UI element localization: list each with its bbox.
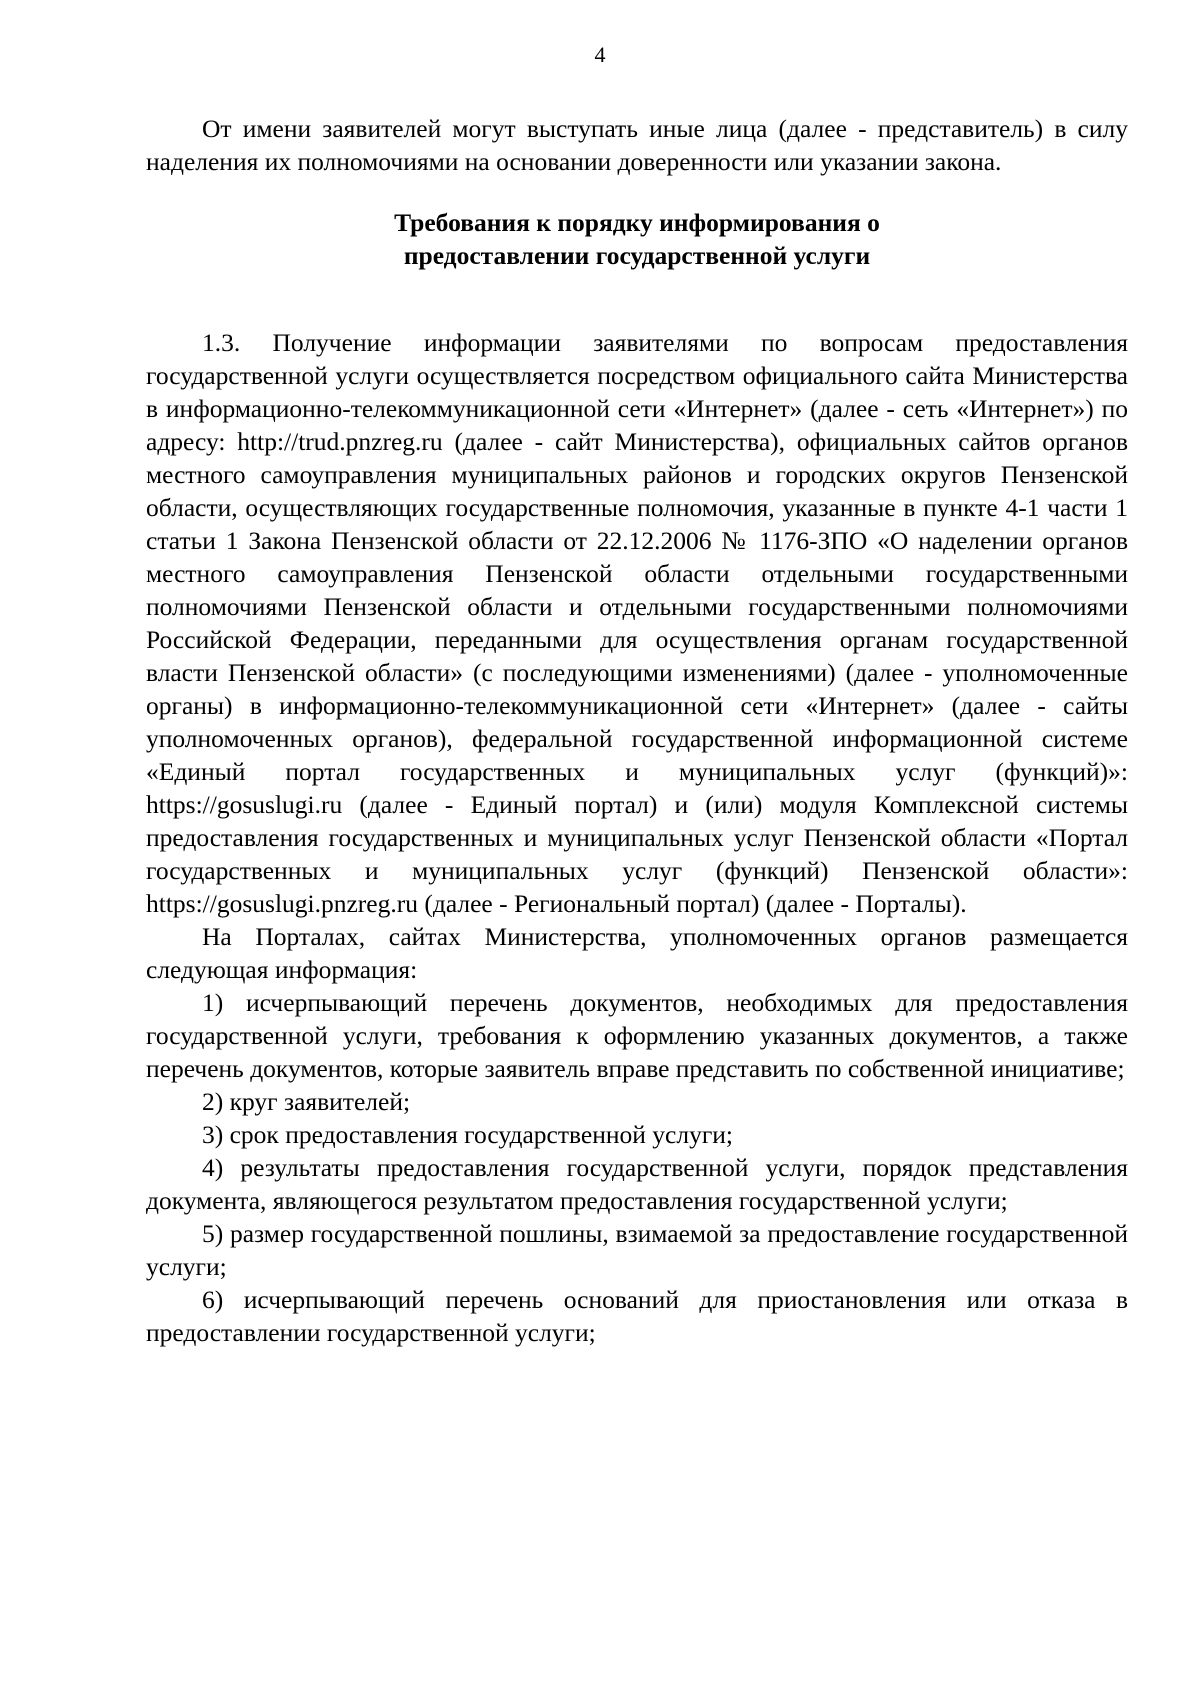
paragraph-1-3: 1.3. Получение информации заявителями по вопросам предоставления государственной услуги осуществляется посредством официального сайта Министерства в информационно-телекоммуникационной сети «Интернет» (далее - сеть «Интернет») по адресу: http://trud.pnzreg.ru (далее - сайт Министерства), официальных сайтов органов местного самоуправления муниципальных районов и городских округов Пензенской области, осуществляющих государственные полномочия, указанные в пункте 4-1 части 1 статьи 1 Закона Пензенской области от 22.12.2006 № 1176-ЗПО «О наделении органов местного самоуправления Пензенской области отдельными государственными полномочиями Пензенской области и отдельными государственными полномочиями Российской Федерации, переданными для осуществления органам государственной власти Пензенской области» (с последующими изменениями) (далее - уполномоченные органы) в информационно-телекоммуникационной сети «Интернет» (далее - сайты уполномоченных органов), федеральной государственной информационной системе «Единый портал государственных и муниципальных услуг (функций)»: https://gosuslugi.ru (далее - Единый портал) и (или) модуля Комплексной системы предоставления государственных и муниципальных услуг Пензенской области «Портал государственных и муниципальных услуг (функций) Пензенской области»: https://gosuslugi.pnzreg.ru (далее - Региональный портал) (далее - Порталы). <box>146 328 1128 918</box>
paragraph-info-list-intro: На Порталах, сайтах Министерства, уполномоченных органов размещается следующая информация: <box>146 922 1128 984</box>
spacer <box>146 272 1128 326</box>
list-item-5: 5) размер государственной пошлины, взимаемой за предоставление государственной услуги; <box>146 1219 1128 1281</box>
list-item-1: 1) исчерпывающий перечень документов, необходимых для предоставления государственной услуги, требования к оформлению указанных документов, а также перечень документов, которые заявитель вправе представить по собственной инициативе; <box>146 988 1128 1083</box>
section-heading-line-2: предоставлении государственной услуги <box>403 241 871 270</box>
intro-paragraph: От имени заявителей могут выступать иные лица (далее - представитель) в силу наделения их полномочиями на основании доверенности или указании закона. <box>146 114 1128 176</box>
list-item-6: 6) исчерпывающий перечень оснований для приостановления или отказа в предоставлении государственной услуги; <box>146 1285 1128 1347</box>
list-item-4: 4) результаты предоставления государственной услуги, порядок представления документа, являющегося результатом предоставления государственной услуги; <box>146 1153 1128 1215</box>
section-heading-line-1: Требования к порядку информирования о <box>394 208 880 237</box>
page-number: 4 <box>594 42 606 67</box>
document-body <box>146 112 1128 1349</box>
list-item-3: 3) срок предоставления государственной услуги; <box>202 1120 734 1149</box>
spacer <box>146 178 1128 206</box>
list-item-2: 2) круг заявителей; <box>202 1087 411 1116</box>
section-heading <box>146 206 1128 272</box>
